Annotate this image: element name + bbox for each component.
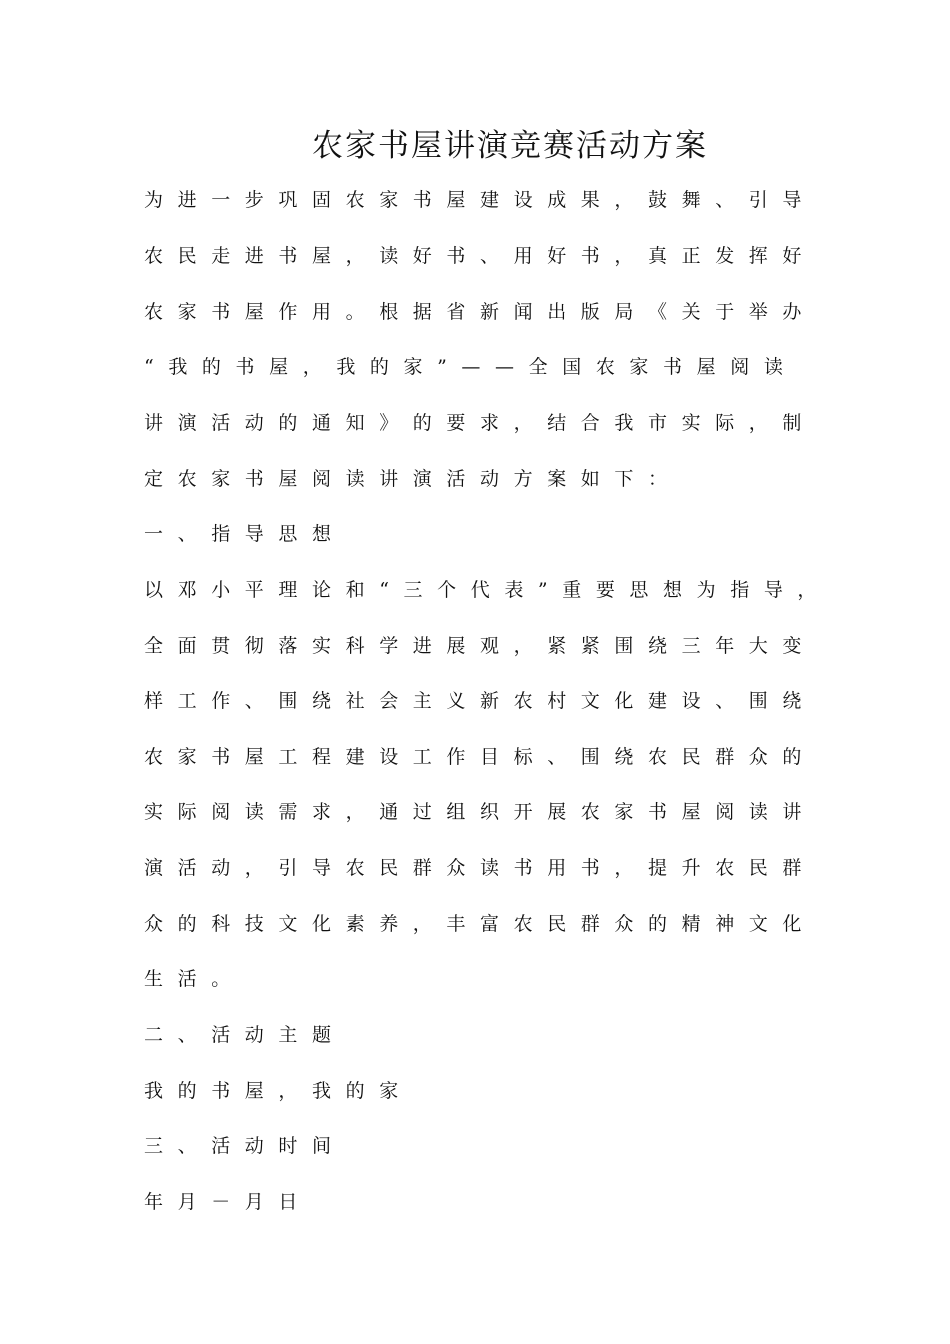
body-line: 讲演活动的通知》的要求，结合我市实际，制 xyxy=(144,412,817,434)
section-heading-activity-time: 三、活动时间 xyxy=(144,1135,346,1157)
body-line: 农家书屋工程建设工作目标、围绕农民群众的 xyxy=(144,746,817,768)
section-heading-activity-theme: 二、活动主题 xyxy=(144,1024,346,1046)
body-line: 样工作、围绕社会主义新农村文化建设、围绕 xyxy=(144,690,817,712)
body-line: 以邓小平理论和“三个代表”重要思想为指导， xyxy=(144,579,832,601)
body-line: 实际阅读需求，通过组织开展农家书屋阅读讲 xyxy=(144,801,817,823)
body-line: “我的书屋，我的家”——全国农家书屋阅读 xyxy=(144,356,798,378)
body-line: 为进一步巩固农家书屋建设成果，鼓舞、引导 xyxy=(144,189,817,211)
section-heading-guiding-ideology: 一、指导思想 xyxy=(144,523,346,545)
body-line: 我的书屋，我的家 xyxy=(144,1080,413,1102)
body-line: 年月－月日 xyxy=(144,1191,313,1213)
body-line: 生活。 xyxy=(144,968,245,990)
body-line: 农家书屋作用。根据省新闻出版局《关于举办 xyxy=(144,301,817,323)
body-line: 定农家书屋阅读讲演活动方案如下： xyxy=(144,468,682,490)
body-line: 农民走进书屋，读好书、用好书，真正发挥好 xyxy=(144,245,817,267)
body-line: 演活动，引导农民群众读书用书，提升农民群 xyxy=(144,857,817,879)
document-title: 农家书屋讲演竞赛活动方案 xyxy=(312,128,708,164)
body-line: 全面贯彻落实科学进展观，紧紧围绕三年大变 xyxy=(144,635,817,657)
body-line: 众的科技文化素养，丰富农民群众的精神文化 xyxy=(144,913,817,935)
